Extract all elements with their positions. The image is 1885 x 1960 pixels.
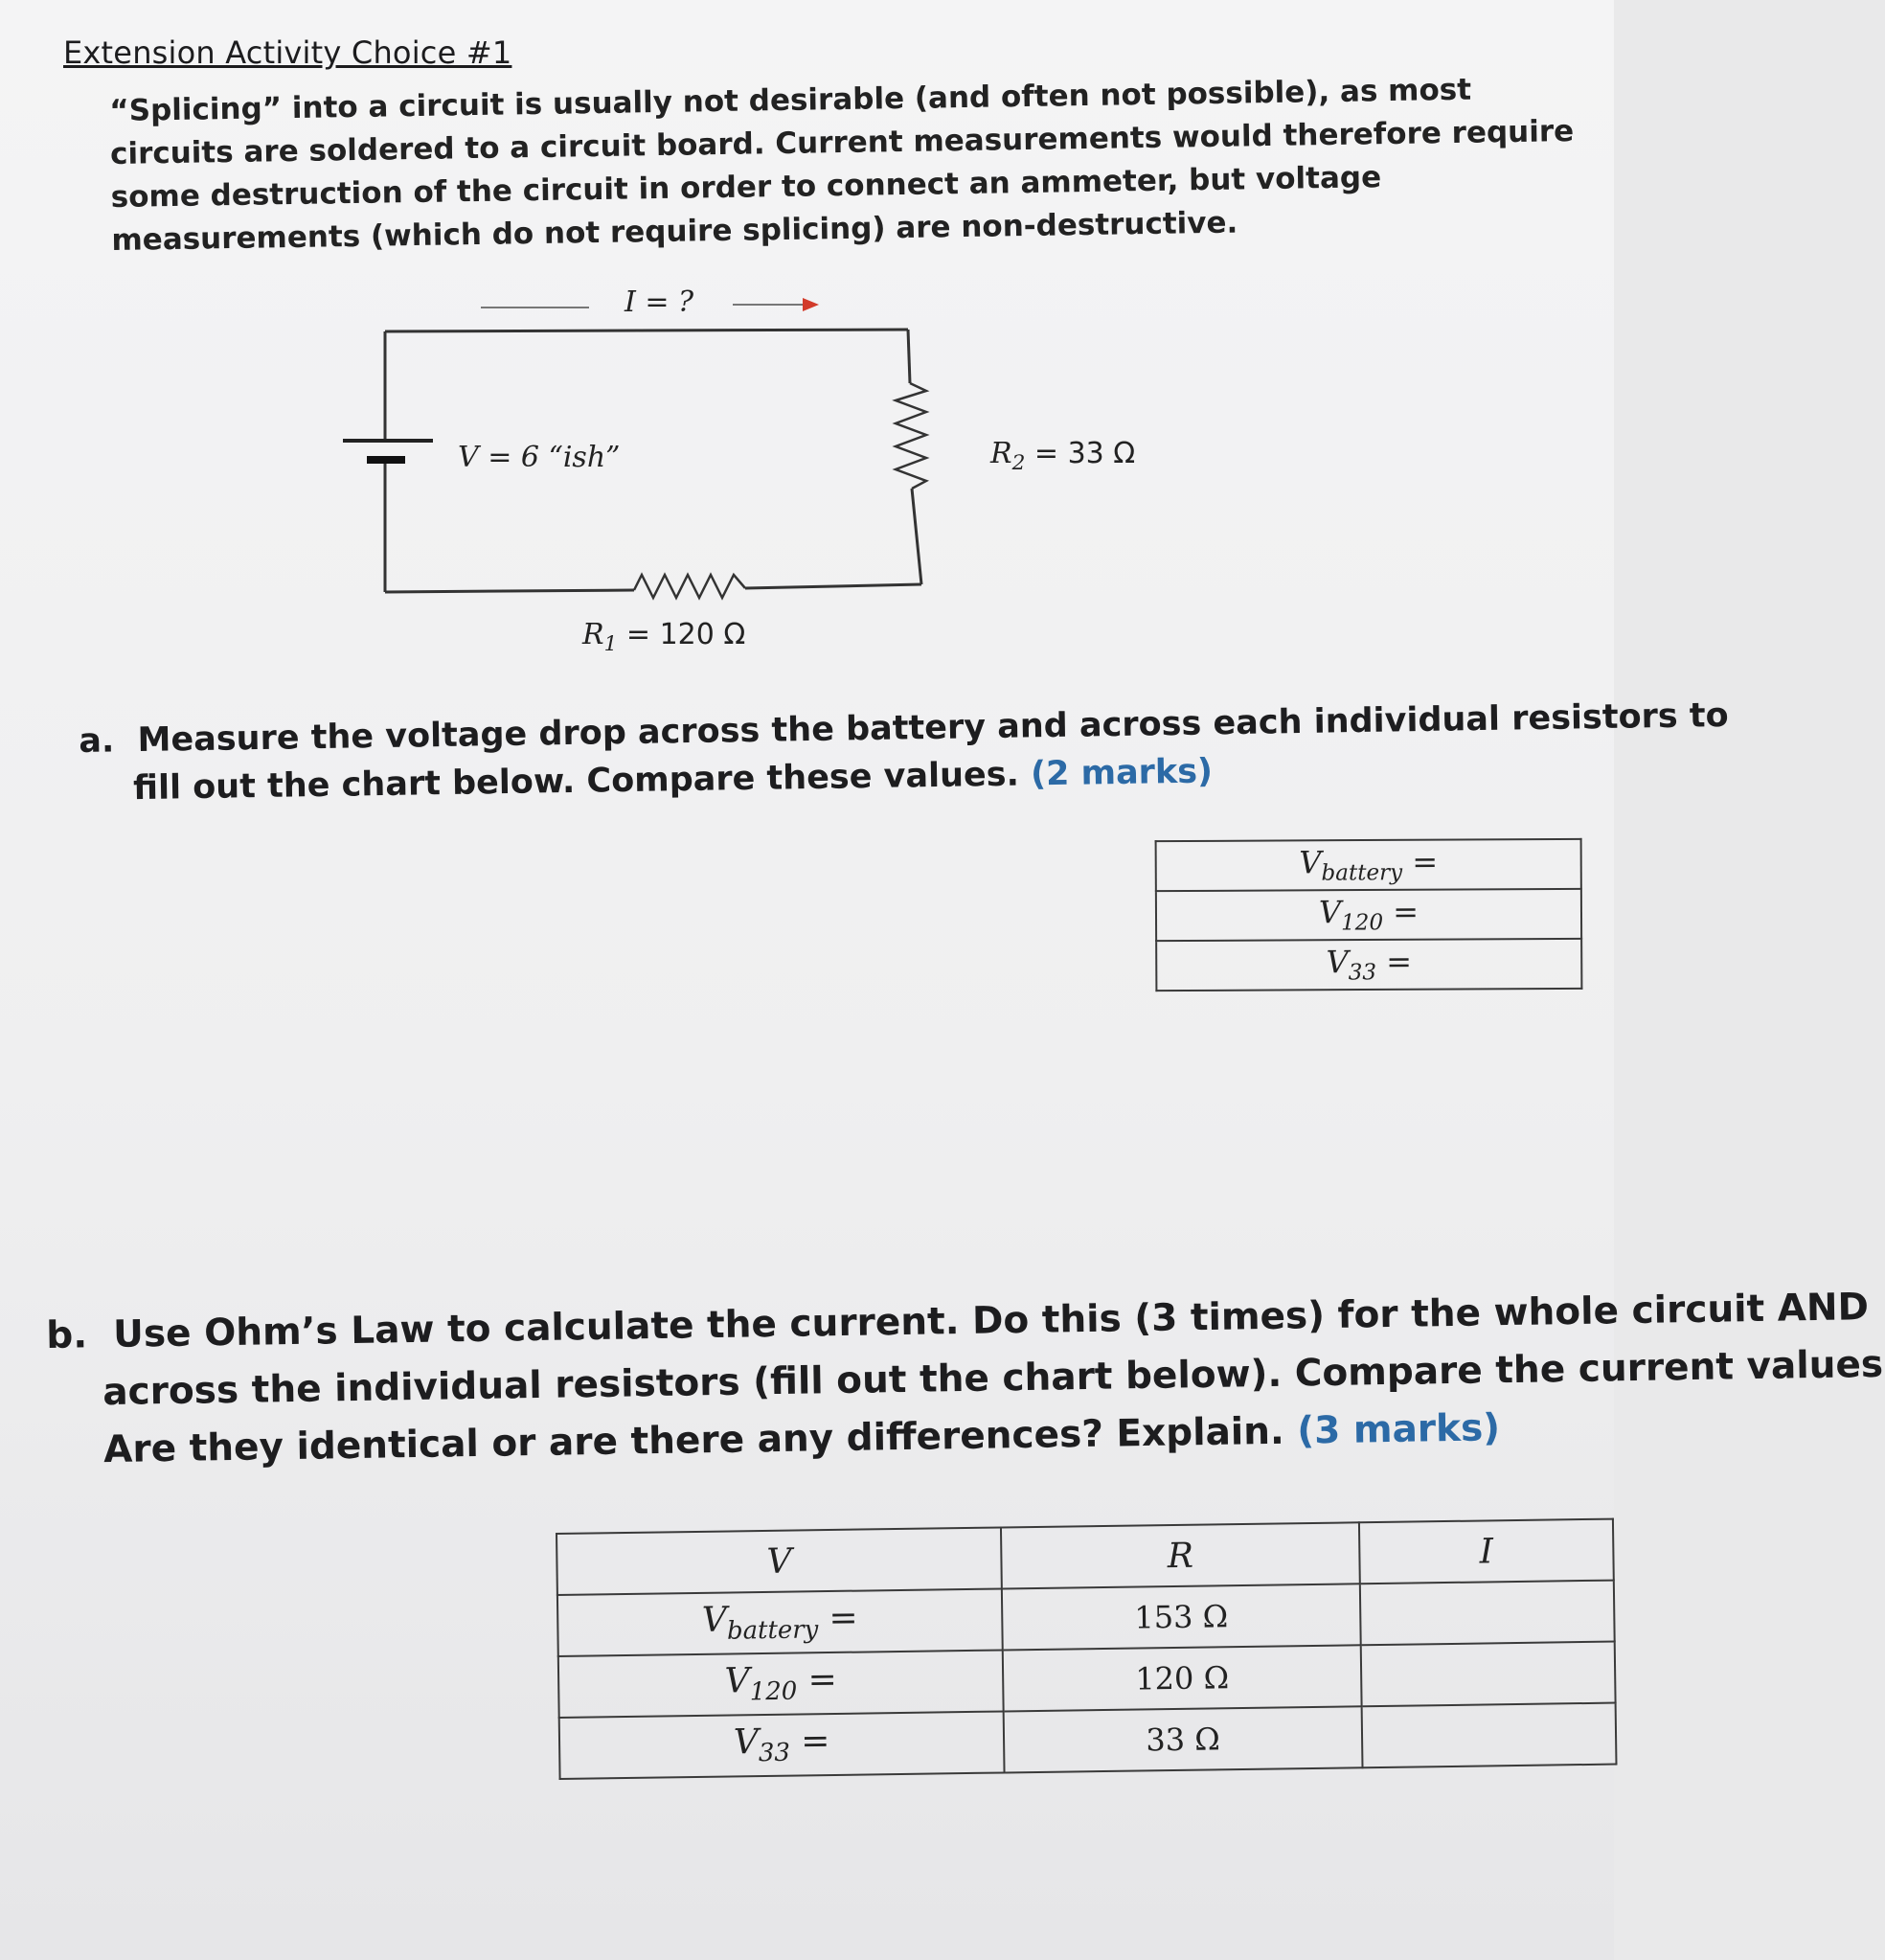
cell-equals: = — [1393, 894, 1419, 931]
cell-subscript: battery — [726, 1615, 819, 1647]
bottom-wire-left — [385, 590, 634, 592]
question-a-letter: a. — [79, 721, 115, 761]
question-a-line2: fill out the chart below. Compare these values. — [132, 755, 1020, 809]
current-arrow-icon — [803, 298, 819, 311]
cell-subscript: 33 — [758, 1739, 791, 1768]
r2-subscript: 2 — [1011, 451, 1026, 475]
cell-equals: = — [1386, 944, 1413, 981]
i-cell-33[interactable] — [1362, 1703, 1617, 1768]
v-cell-battery[interactable] — [557, 1589, 1003, 1656]
cell-subscript: 33 — [1348, 960, 1377, 986]
bottom-wire-right — [745, 584, 921, 588]
cell-symbol: V — [733, 1722, 760, 1763]
question-a-marks: (2 marks) — [1030, 752, 1214, 794]
cell-symbol: V — [701, 1600, 728, 1641]
cell-symbol: V — [1326, 944, 1349, 981]
cell-symbol: V — [724, 1661, 750, 1701]
r-cell-120: 120 Ω — [1003, 1645, 1362, 1711]
r1-label — [582, 618, 745, 656]
cell-subscript: battery — [1321, 860, 1403, 886]
cell-subscript: 120 — [749, 1677, 798, 1707]
r2-resistor — [896, 383, 926, 489]
i-cell-120[interactable] — [1361, 1642, 1616, 1707]
r-cell-33: 33 Ω — [1004, 1706, 1363, 1772]
r-cell-153: 153 Ω — [1002, 1584, 1361, 1650]
table-row — [1156, 939, 1581, 991]
question-a-line1: Measure the voltage drop across the battery and across each individual resistors to — [137, 695, 1729, 761]
v-cell-33[interactable] — [559, 1711, 1005, 1778]
circuit-diagram — [0, 0, 1614, 690]
header-r: R — [1001, 1522, 1360, 1588]
cell-symbol: V — [1318, 894, 1342, 931]
header-v: V — [556, 1528, 1002, 1595]
voltage-cell-battery[interactable] — [1156, 839, 1581, 891]
question-b-line1: Use Ohm’s Law to calculate the current. Do this (3 times) for the whole circuit AND — [112, 1286, 1870, 1356]
v-cell-120[interactable] — [558, 1650, 1004, 1717]
table-row — [1156, 889, 1581, 941]
cell-subscript: 120 — [1341, 910, 1384, 936]
cell-equals: = — [829, 1599, 858, 1639]
r1-symbol: R — [582, 618, 604, 651]
r2-symbol: R — [990, 437, 1012, 470]
right-wire-bottom — [912, 489, 921, 584]
i-cell-battery[interactable] — [1360, 1581, 1615, 1646]
cell-equals: = — [807, 1660, 837, 1700]
cell-symbol: V — [1299, 844, 1322, 881]
voltage-table — [1155, 838, 1583, 991]
intro-line: circuits are soldered to a circuit board. Current measurements would therefore require — [109, 113, 1575, 171]
r2-value: = 33 Ω — [1033, 437, 1136, 470]
cell-equals: = — [800, 1721, 830, 1762]
activity-heading: Extension Activity Choice #1 — [63, 34, 512, 71]
header-i: I — [1359, 1519, 1614, 1584]
voltage-cell-120[interactable] — [1156, 889, 1581, 941]
intro-line: “Splicing” into a circuit is usually not desirable (and often not possible), as most — [109, 72, 1472, 128]
question-b-line2: across the individual resistors (fill out the chart below). Compare the current values — [102, 1342, 1884, 1415]
r1-value: = 120 Ω — [625, 618, 746, 651]
ohms-law-table — [556, 1518, 1617, 1780]
question-a — [79, 696, 1730, 818]
voltage-cell-33[interactable] — [1156, 939, 1581, 991]
right-wire-top — [908, 330, 910, 383]
r1-resistor — [634, 575, 745, 598]
question-b — [46, 1286, 1885, 1487]
cell-equals: = — [1412, 843, 1439, 881]
intro-line: some destruction of the circuit in order to connect an ammeter, but voltage — [110, 160, 1382, 215]
question-b-marks: (3 marks) — [1297, 1406, 1501, 1453]
question-b-line3: Are they identical or are there any differences? Explain. — [102, 1409, 1285, 1472]
r1-subscript: 1 — [603, 632, 618, 656]
top-wire — [385, 330, 908, 331]
question-b-letter: b. — [46, 1313, 88, 1357]
r2-label — [990, 437, 1135, 475]
battery-voltage-label: V = 6 “ish” — [458, 441, 621, 474]
table-row — [1156, 839, 1581, 891]
intro-line: measurements (which do not require splicing) are non-destructive. — [111, 205, 1238, 258]
current-label: I = ? — [625, 285, 694, 319]
